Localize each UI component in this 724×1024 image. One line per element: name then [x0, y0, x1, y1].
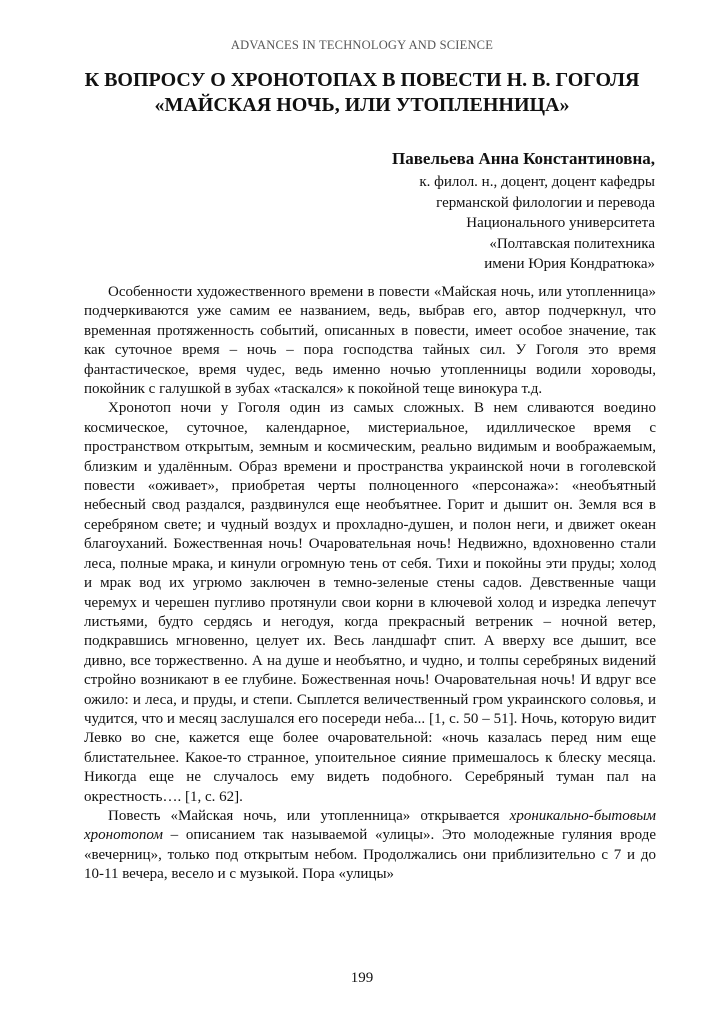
affiliation-line: «Полтавская политехника [489, 235, 655, 252]
affiliation-line: германской филологии и перевода [436, 194, 655, 211]
journal-running-header: ADVANCES IN TECHNOLOGY AND SCIENCE [230, 38, 494, 52]
author-name: Павельева Анна Константиновна, [392, 149, 655, 168]
article-title: К ВОПРОСУ О ХРОНОТОПАХ В ПОВЕСТИ Н. В. ГОГОЛЯ «МАЙСКАЯ НОЧЬ, ИЛИ УТОПЛЕННИЦА» [84, 69, 640, 116]
affiliation-line: имени Юрия Кондратюка» [484, 256, 655, 272]
body-paragraph: Особенности художественного времени в повести «Майская ночь, или утопленница» подчеркиваются уже самим ее названием, ведь, выбрав его, автор подчеркнул, что временная протяженность событий, описанных в повести, имеет особое значение, так как суточное время – ночь – пора господства тайных сил. У Гоголя это время фантастическое, время чудес, ведь именно ночью утопленницы водили хороводы, покойник с галушкой в зубах «таскался» к покойной теще винокура т.д. [84, 284, 656, 398]
affiliation-line: к. филол. н., доцент, доцент кафедры [419, 174, 655, 190]
page-number: 199 [350, 970, 374, 986]
affiliation-line: Национального университета [466, 215, 655, 231]
italic-term: хроникально-бытовым хронотопом [84, 807, 656, 844]
body-paragraph: Хронотоп ночи у Гоголя один из самых сложных. В нем сливаются воедино космическое, суточное, календарное, мистериальное, идиллическое время с пространством открытым, земным и космическим, реально видимым и воображаемым, близким и удалённым. Образ времени и пространства украинской ночи в гоголевской повести «оживает», приобретая черты полноценного «персонажа»: «необъятный небесный свод раздался, раздвинулся еще необъятнее. Горит и дышит он. Земля вся в серебряном свете; и чудный воздух и прохладно-душен, и полон неги, и движет океан благоуханий. Божественная ночь! Очаровательная ночь! Недвижно, вдохновенно стали леса, полные мрака, и кинули огромную тень от себя. Тихи и покойны эти пруды; холод и мрак вод их угрюмо заключен в темно-зеленые стены садов. Девственные чащи черемух и черешен пугливо протянули свои корни в ключевой холод и изредка лепечут листьями, будто сердясь и негодуя, когда прекрасный ветреник – ночной ветер, подкравшись мгновенно, целует их. Весь ландшафт спит. А вверху все дышит, все дивно, все торжественно. А на душе и необъятно, и чудно, и толпы серебряных видений стройно возникают в ее глубине. Божественная ночь! Очаровательная ночь! И вдруг все ожило: и леса, и пруды, и степи. Сыплется величественный гром украинского соловья, и чудится, что и месяц заслушался его посереди неба... [1, с. 50 – 51]. Ночь, которую видит Левко во сне, кажется еще более очаровательной: «ночь казалась перед ним еще блистательнее. Какое-то странное, упоительное сияние примешалось к блеску месяца. Никогда еще не случалось ему видеть подобного. Серебряный туман пал на окрестность…. [1, с. 62]. [84, 400, 656, 805]
article-body [84, 283, 656, 885]
paragraph-text: – описанием так называемой «улицы». Это молодежные гуляния вроде «вечерниц», только под открытым небом. Продолжались они приблизительно с 7 и до 10-11 вечера, весело и с музыкой. Пора «улицы» [84, 827, 656, 883]
body-paragraph [84, 807, 656, 885]
author-block [275, 148, 655, 275]
paragraph-text: Повесть «Майская ночь, или утопленница» открывается [108, 807, 510, 824]
